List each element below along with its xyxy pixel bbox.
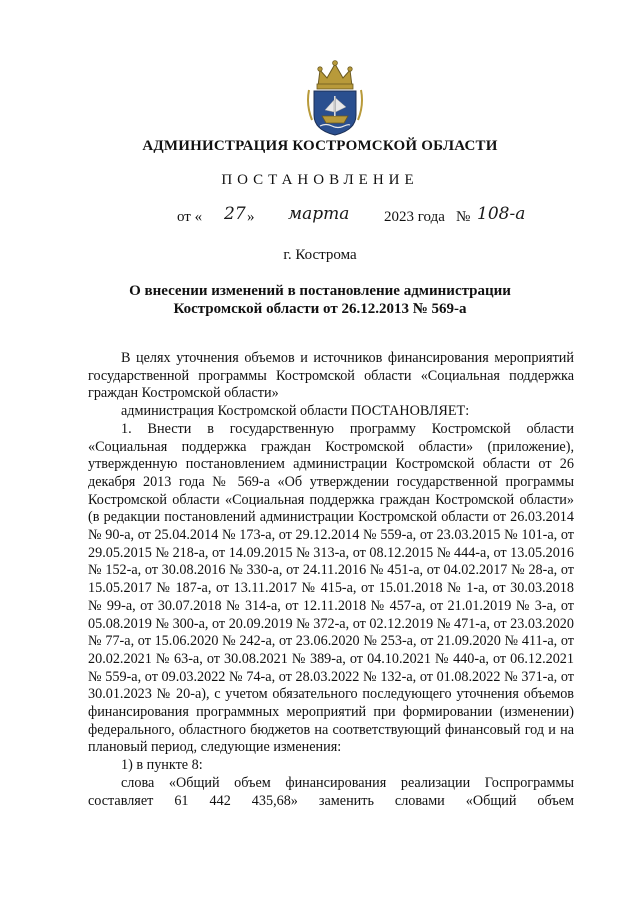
document-body: [88, 350, 574, 810]
paragraph-words-replacement: слова «Общий объем финансирования реализации Госпрограммы составляет 61 442 435,68» заменить словами «Общий объем: [88, 774, 574, 809]
date-quote-close: »: [247, 209, 255, 225]
paragraph-subitem-1: 1) в пункте 8:: [121, 757, 203, 774]
paragraph-purpose: В целях уточнения объемов и источников финансирования мероприятий государственной программы Костромской области «Социальная поддержка граждан Костромской области»: [88, 350, 574, 402]
subject-line-2: Костромской области от 26.12.2013 № 569-а: [173, 301, 467, 317]
date-year: 2023 года: [384, 209, 445, 225]
document-type: ПОСТАНОВЛЕНИЕ: [221, 172, 419, 188]
subject-line-1: О внесении изменений в постановление администрации: [129, 283, 511, 299]
handwritten-month: марта: [288, 204, 350, 224]
paragraph-item-1: 1. Внести в государственную программу Костромской области «Социальная поддержка граждан Костромской области» (приложение), утвержденную постановлением администрации Костромской области от 26 декабря 2013 года № 569-а «Об утверждении государственной программы Костромской области «Социальная поддержка граждан Костромской области» (в редакции постановлений администрации Костромской области от 26.03.2014 № 90-а, от 25.04.2014 № 173-а, от 29.12.2014 № 559-а, от 23.03.2015 № 101-а, от 29.05.2015 № 218-а, от 14.09.2015 № 313-а, от 08.12.2015 № 444-а, от 13.05.2016 № 152-а, от 30.08.2016 № 330-а, от 24.11.2016 № 451-а, от 04.02.2017 № 28-а, от 15.05.2017 № 187-а, от 13.11.2017 № 415-а, от 15.01.2018 № 1-а, от 30.03.2018 № 99-а, от 30.07.2018 № 314-а, от 12.11.2018 № 457-а, от 21.01.2019 № 3-а, от 05.08.2019 № 300-а, от 20.09.2019 № 372-а, от 02.12.2019 № 471-а, от 23.03.2020 № 77-а, от 15.06.2020 № 242-а, от 23.06.2020 № 253-а, от 21.09.2020 № 411-а, от 20.02.2021 № 63-а, от 30.08.2021 № 389-а, от 04.10.2021 № 440-а, от 06.12.2021 № 559-а, от 09.03.2022 № 74-а, от 28.03.2022 № 132-а, от 01.08.2022 № 371-а, от 30.01.2023 № 20-а), с учетом обязательного последующего уточнения объемов финансирования программных мероприятий при формировании (изменении) федерального, областного бюджетов на соответствующий финансовый год и на плановый период, следующие изменения:: [88, 420, 574, 756]
date-prefix: от «: [177, 209, 203, 225]
paragraph-resolves: администрация Костромской области ПОСТАНОВЛЯЕТ:: [121, 403, 470, 420]
number-sign: №: [456, 209, 471, 225]
organization-title: АДМИНИСТРАЦИЯ КОСТРОМСКОЙ ОБЛАСТИ: [142, 138, 498, 154]
city: г. Кострома: [283, 247, 357, 263]
handwritten-day: 27: [224, 204, 246, 224]
crowned-coat-of-arms-icon: [306, 60, 364, 136]
handwritten-number: 108-а: [477, 204, 526, 224]
date-line: [0, 206, 640, 230]
document-subject: [0, 282, 640, 318]
